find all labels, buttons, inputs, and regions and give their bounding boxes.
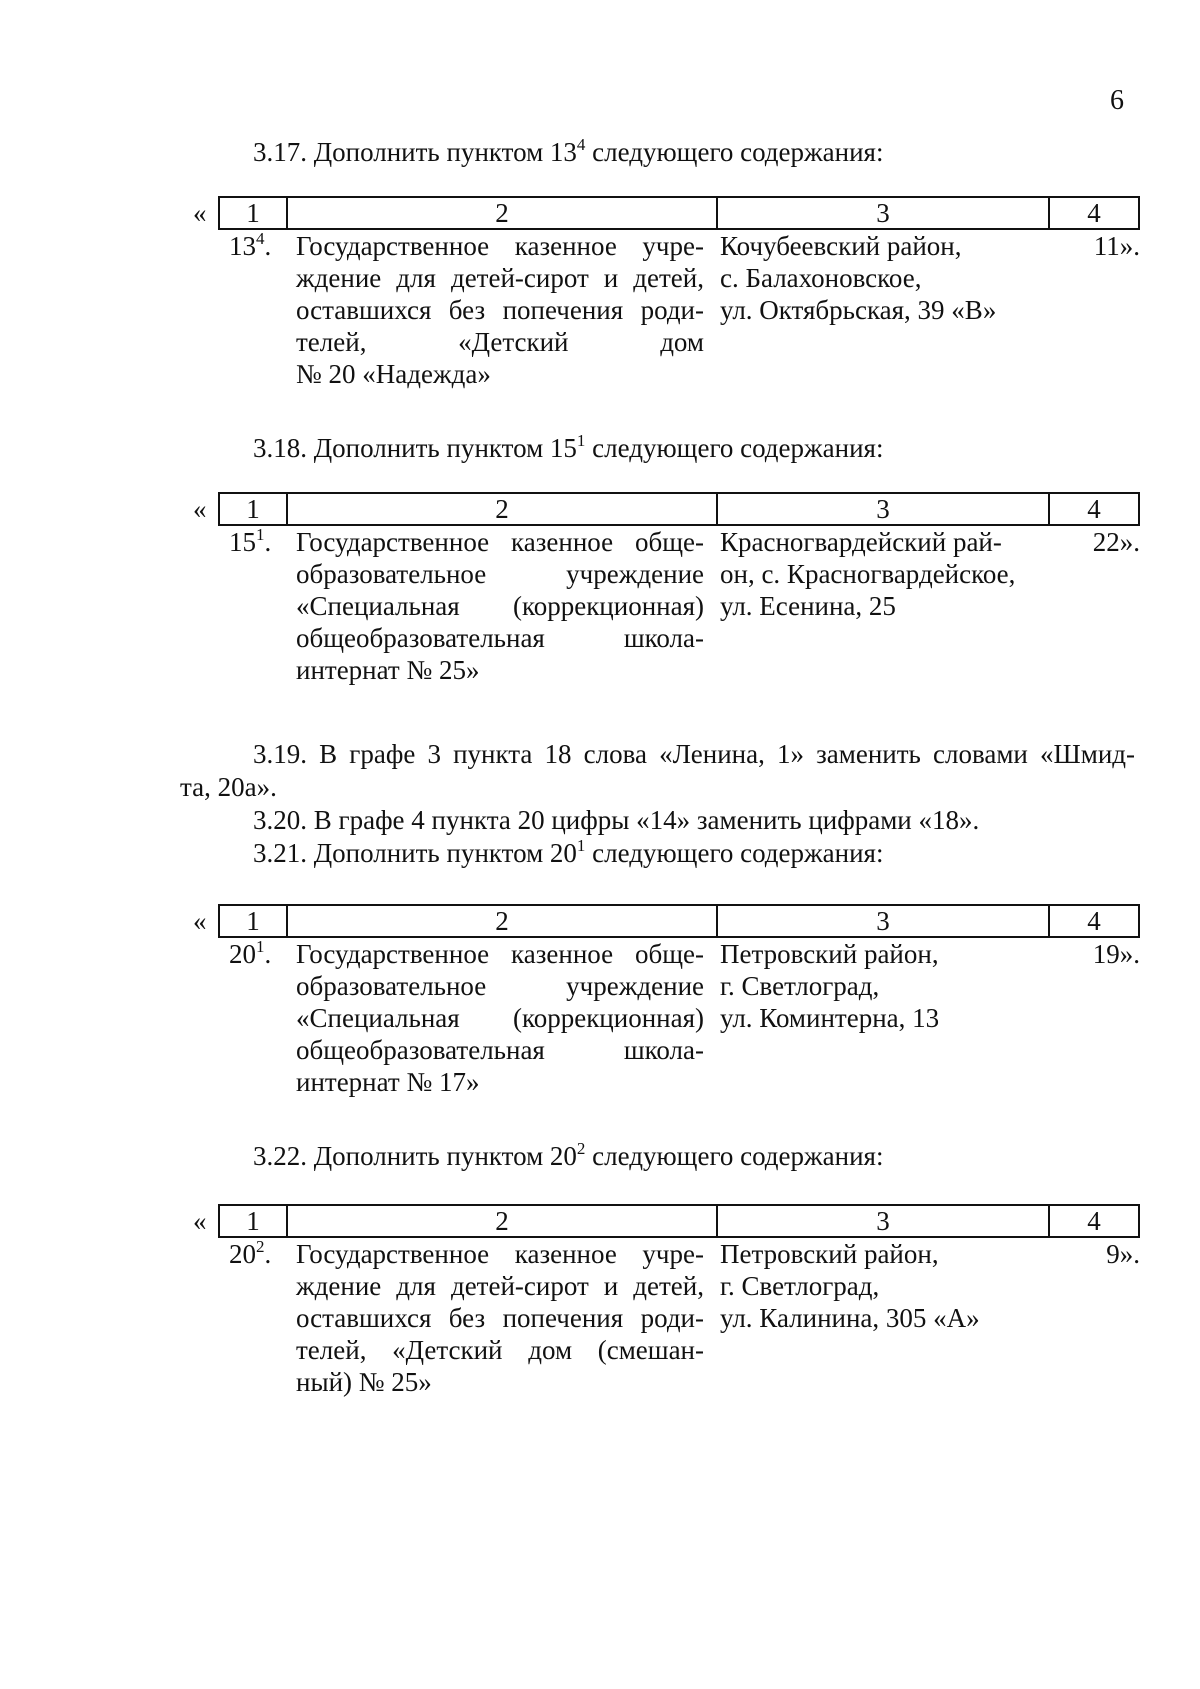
count-value: 22». xyxy=(1092,527,1140,557)
text-line: интернат № 17» xyxy=(296,1067,480,1097)
text-line: ный) № 25» xyxy=(296,1367,432,1397)
header-cell-4: 4 xyxy=(1048,198,1138,228)
header-cell-1: 1 xyxy=(246,493,260,524)
text-line: ул. Калинина, 305 «А» xyxy=(720,1303,980,1333)
text-line: № 20 «Надежда» xyxy=(296,359,491,389)
table-header xyxy=(218,492,1140,526)
text-line: с. Балахоновское, xyxy=(720,263,922,293)
count-value: 11». xyxy=(1093,231,1140,261)
section-heading-3-22: 3.22. Дополнить пунктом $20^2$ следующего содержания: xyxy=(253,1139,884,1171)
text-line: оставшихся без попечения роди- xyxy=(296,295,704,325)
header-cell-3: 3 xyxy=(716,494,1048,524)
text-line: Государственное казенное обще- xyxy=(296,939,704,969)
header-cell-4: 4 xyxy=(1048,906,1138,936)
address xyxy=(720,526,1050,622)
text-line: он, с. Красногвардейское, xyxy=(720,559,1016,589)
text-line: ждение для детей-сирот и детей, xyxy=(296,263,704,293)
count-value: 9». xyxy=(1106,1239,1140,1269)
text-line: ул. Октябрьская, 39 «В» xyxy=(720,295,997,325)
header-cell-3: 3 xyxy=(716,906,1048,936)
section-heading-3-21: 3.21. Дополнить пунктом $20^1$ следующего содержания: xyxy=(253,836,884,868)
text-line: Петровский район, xyxy=(720,939,939,969)
quote-mark: « xyxy=(193,198,207,228)
text-line: г. Светлоград, xyxy=(720,1271,880,1301)
header-cell-1: 1 xyxy=(246,1205,260,1236)
item-number: $20^2$. xyxy=(229,1237,272,1269)
text-line: общеобразовательная школа- xyxy=(296,623,704,653)
text-line: ул. Коминтерна, 13 xyxy=(720,1003,940,1033)
address xyxy=(720,1238,1050,1334)
text-line: г. Светлоград, xyxy=(720,971,880,1001)
institution-name xyxy=(296,1238,704,1398)
item-number: $20^1$. xyxy=(229,937,272,969)
text-line: интернат № 25» xyxy=(296,655,480,685)
text-line: Кочубеевский район, xyxy=(720,231,962,261)
text-line: образовательное учреждение xyxy=(296,559,704,589)
text-line: ждение для детей-сирот и детей, xyxy=(296,1271,704,1301)
header-cell-1: 1 xyxy=(246,905,260,936)
quote-mark: « xyxy=(193,906,207,936)
paragraph-3-19-line-2: та, 20а». xyxy=(180,772,277,802)
page-number: 6 xyxy=(1110,85,1124,116)
text-line: Государственное казенное обще- xyxy=(296,527,704,557)
table-header xyxy=(218,1204,1140,1238)
institution-name xyxy=(296,526,704,686)
header-cell-2: 2 xyxy=(286,1206,716,1236)
text-line: телей, «Детский дом xyxy=(296,327,704,357)
quote-mark: « xyxy=(193,494,207,524)
text-line: «Специальная (коррекционная) xyxy=(296,591,704,621)
header-cell-2: 2 xyxy=(286,198,716,228)
address xyxy=(720,230,1050,326)
text-line: ул. Есенина, 25 xyxy=(720,591,896,621)
text-line: образовательное учреждение xyxy=(296,971,704,1001)
text-line: Государственное казенное учре- xyxy=(296,1239,704,1269)
text-line: оставшихся без попечения роди- xyxy=(296,1303,704,1333)
text-line: телей, «Детский дом (смешан- xyxy=(296,1335,704,1365)
table-header xyxy=(218,904,1140,938)
header-cell-2: 2 xyxy=(286,494,716,524)
header-cell-3: 3 xyxy=(716,198,1048,228)
section-heading-3-18: 3.18. Дополнить пунктом $15^1$ следующего содержания: xyxy=(253,431,884,463)
count-value: 19». xyxy=(1092,939,1140,969)
institution-name xyxy=(296,230,704,390)
text-line: Петровский район, xyxy=(720,1239,939,1269)
address xyxy=(720,938,1050,1034)
paragraph-3-20: 3.20. В графе 4 пункта 20 цифры «14» заменить цифрами «18». xyxy=(253,805,980,835)
header-cell-3: 3 xyxy=(716,1206,1048,1236)
text-line: общеобразовательная школа- xyxy=(296,1035,704,1065)
header-cell-1: 1 xyxy=(246,197,260,228)
text-line: «Специальная (коррекционная) xyxy=(296,1003,704,1033)
header-cell-2: 2 xyxy=(286,906,716,936)
institution-name xyxy=(296,938,704,1098)
section-heading-3-17: 3.17. Дополнить пунктом $13^4$ следующего содержания: xyxy=(253,135,884,167)
text-line: Государственное казенное учре- xyxy=(296,231,704,261)
amendment-paragraphs xyxy=(180,738,1135,870)
header-cell-4: 4 xyxy=(1048,494,1138,524)
paragraph-3-19-line-1: 3.19. В графе 3 пункта 18 слова «Ленина, 1» заменить словами «Шмид- xyxy=(253,739,1135,769)
item-number: $13^4$. xyxy=(229,229,272,261)
quote-mark: « xyxy=(193,1206,207,1236)
header-cell-4: 4 xyxy=(1048,1206,1138,1236)
text-line: Красногвардейский рай- xyxy=(720,527,1002,557)
item-number: $15^1$. xyxy=(229,525,272,557)
table-header xyxy=(218,196,1140,230)
